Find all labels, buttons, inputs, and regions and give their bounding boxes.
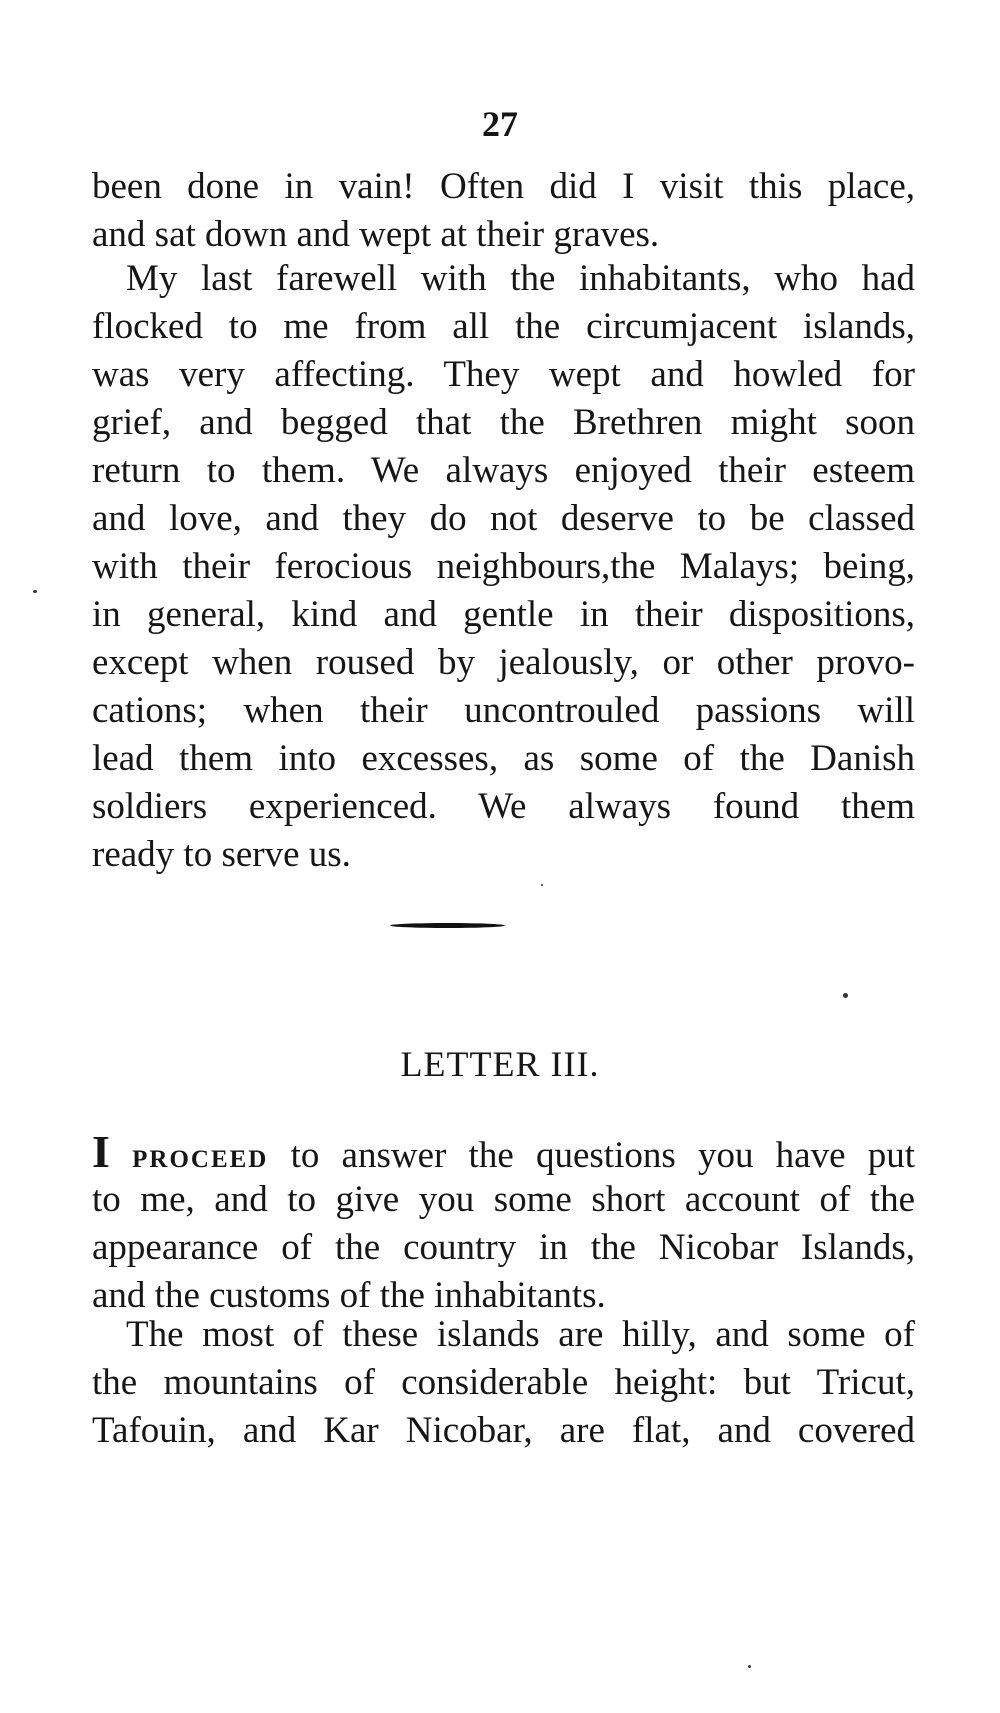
continuation-paragraph: [92, 163, 915, 259]
text-line: soldiers experienced. We always found them: [92, 786, 915, 827]
text-fragment: to answer the questions you have put: [268, 1135, 916, 1176]
ink-speck: [33, 590, 37, 593]
ink-speck: [748, 1665, 751, 1668]
text-line: My last farewell with the inhabitants, who had: [126, 258, 915, 299]
text-line: and love, and they do not deserve to be classed: [92, 498, 915, 539]
text-line: with their ferocious neighbours,the Malays; being,: [92, 546, 915, 587]
text-line: except when roused by jealously, or other provo-: [92, 642, 915, 683]
text-line: [92, 1128, 915, 1176]
ink-speck: [843, 993, 848, 998]
small-caps-word: PROCEED: [132, 1146, 269, 1173]
text-line: in general, kind and gentle in their dispositions,: [92, 594, 915, 635]
drop-cap: I: [92, 1126, 110, 1177]
text-line: cations; when their uncontrouled passions will: [92, 690, 915, 731]
ink-speck: [541, 884, 543, 886]
text-line: lead them into excesses, as some of the Danish: [92, 738, 915, 779]
letter-heading: LETTER III.: [400, 1044, 600, 1084]
text-line: grief, and begged that the Brethren might soon: [92, 402, 915, 443]
text-line: been done in vain! Often did I visit this place,: [92, 166, 915, 207]
text-line: flocked to me from all the circumjacent islands,: [92, 306, 915, 347]
text-line: and sat down and wept at their graves.: [92, 214, 660, 255]
text-line: The most of these islands are hilly, and some of: [126, 1314, 915, 1355]
page-number: 27: [482, 104, 518, 144]
farewell-paragraph: [92, 255, 915, 879]
text-line: to me, and to give you some short account of the: [92, 1179, 915, 1220]
text-line: appearance of the country in the Nicobar Islands,: [92, 1227, 915, 1268]
letter-body-paragraph: [92, 1311, 915, 1455]
text-line: and the customs of the inhabitants.: [92, 1275, 606, 1316]
text-line: Tafouin, and Kar Nicobar, are flat, and covered: [92, 1410, 915, 1451]
letter-intro-paragraph: [92, 1128, 915, 1320]
section-divider: [390, 923, 505, 928]
text-line: ready to serve us.: [92, 834, 351, 875]
text-line: return to them. We always enjoyed their esteem: [92, 450, 915, 491]
text-line: the mountains of considerable height: but Tricut,: [92, 1362, 915, 1403]
text-line: was very affecting. They wept and howled for: [92, 354, 915, 395]
